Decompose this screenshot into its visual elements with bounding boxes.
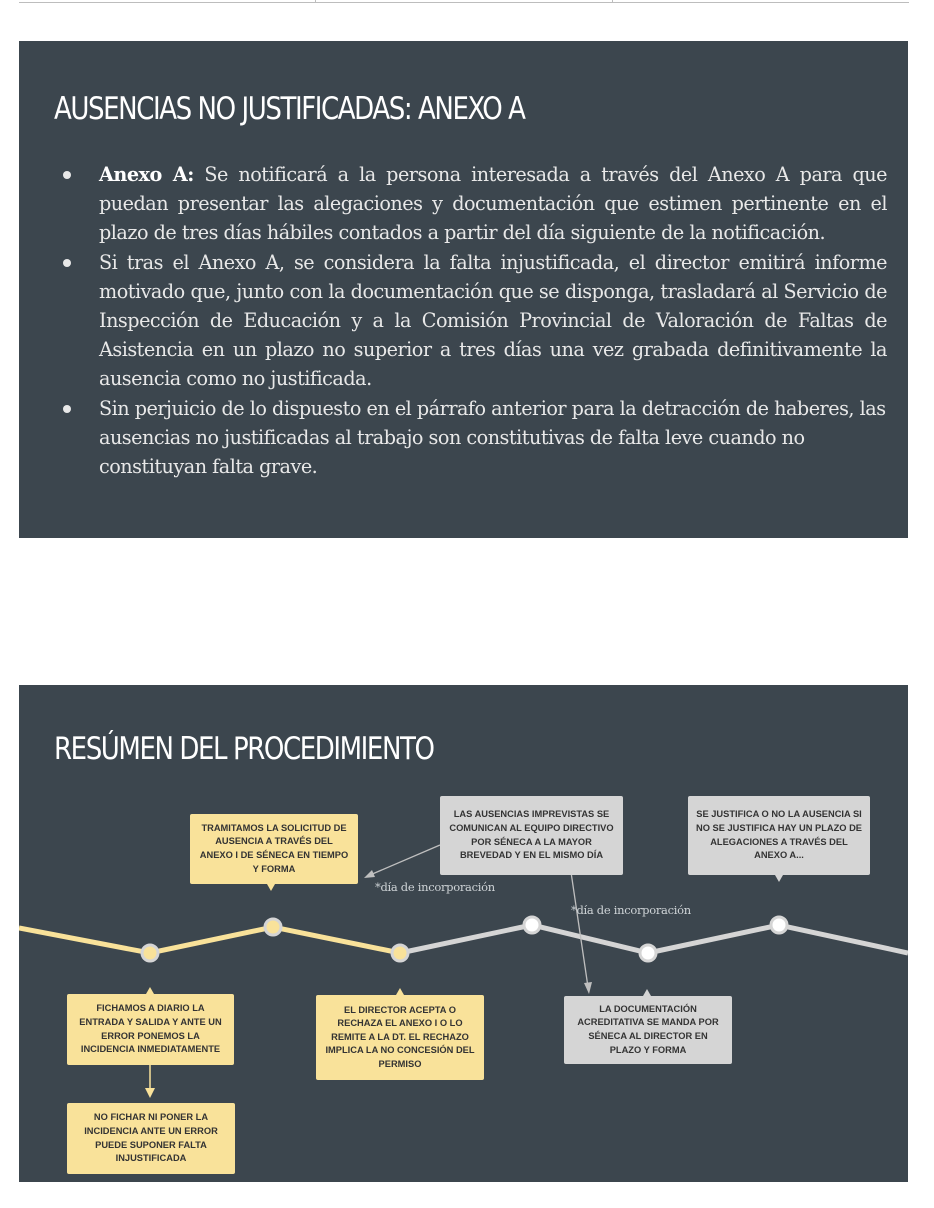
previous-slide-edge	[19, 0, 909, 3]
slide-resumen-procedimiento	[19, 685, 908, 1182]
box-nofichar: NO FICHAR NI PONER LA INCIDENCIA ANTE UN ERROR PUEDE SUPONER FALTA INJUSTIFICADA	[67, 1103, 235, 1174]
pointer-documentacion	[643, 989, 651, 996]
bullet-item	[59, 248, 887, 394]
slide-title: RESÚMEN DEL PROCEDIMIENTO	[54, 731, 434, 767]
box-documentacion: LA DOCUMENTACIÓN ACREDITATIVA SE MANDA POR SÉNECA AL DIRECTOR EN PLAZO Y FORMA	[564, 996, 732, 1064]
timeline-line-yellow	[19, 927, 400, 953]
slide-title: AUSENCIAS NO JUSTIFICADAS: ANEXO A	[54, 91, 525, 127]
arrowhead	[584, 982, 592, 994]
bullet-item	[59, 160, 887, 248]
bullet-text: Sin perjuicio de lo dispuesto en el párrafo anterior para la detracción de haberes, las ausencias no justificadas al trabajo son constitutivas de falta leve cuando no constituyan falta grave.	[99, 396, 886, 479]
timeline-node	[524, 917, 540, 933]
note-incorporacion: *día de incorporación	[571, 903, 691, 917]
pointer-tramitamos	[267, 884, 275, 891]
bullet-text: Se notificará a la persona interesada a través del Anexo A para que puedan presentar las alegaciones y documentación que estimen pertinente en el plazo de tres días hábiles contados a partir del día siguiente de la notificación.	[99, 163, 887, 245]
box-director: EL DIRECTOR ACEPTA O RECHAZA EL ANEXO I O LO REMITE A LA DT. EL RECHAZO IMPLICA LA NO CONCESIÓN DEL PERMISO	[316, 995, 484, 1080]
pointer-fichamos	[146, 987, 154, 994]
box-imprevistas: LAS AUSENCIAS IMPREVISTAS SE COMUNICAN AL EQUIPO DIRECTIVO POR SÉNECA A LA MAYOR BREVEDAD Y EN EL MISMO DÍA	[440, 796, 623, 875]
timeline-node	[142, 945, 158, 961]
box-tramitamos: TRAMITAMOS LA SOLICITUD DE AUSENCIA A TRAVÉS DEL ANEXO I DE SÉNECA EN TIEMPO Y FORMA	[190, 814, 358, 884]
bullet-text: Si tras el Anexo A, se considera la falta injustificada, el director emitirá informe motivado que, junto con la documentación que se disponga, trasladará al Servicio de Inspección de Educación y a la Comisión Provincial de Valoración de Faltas de Asistencia en un plazo no superior a tres días una vez grabada definitivamente la ausencia como no justificada.	[99, 250, 887, 391]
pointer-justifica	[775, 875, 783, 882]
timeline-node	[265, 919, 281, 935]
pointer-director	[396, 988, 404, 995]
slide-ausencias-anexo-a	[19, 41, 908, 538]
timeline-node	[392, 945, 408, 961]
table-divider	[315, 0, 316, 3]
box-fichamos: FICHAMOS A DIARIO LA ENTRADA Y SALIDA Y ANTE UN ERROR PONEMOS LA INCIDENCIA INMEDIATAMENTE	[67, 994, 234, 1065]
arrowhead	[145, 1088, 155, 1098]
bullet-item	[59, 394, 887, 482]
timeline-node	[640, 945, 656, 961]
table-divider	[612, 0, 613, 3]
box-justifica: SE JUSTIFICA O NO LA AUSENCIA SI NO SE JUSTIFICA HAY UN PLAZO DE ALEGACIONES A TRAVÉS DEL ANEXO A...	[688, 796, 870, 875]
note-incorporacion: *día de incorporación	[375, 880, 495, 894]
bullet-list	[59, 160, 887, 481]
arrowhead	[364, 870, 375, 878]
arrow-to-tramitamos-side	[370, 845, 440, 875]
timeline-node	[771, 917, 787, 933]
bullet-lead: Anexo A:	[99, 163, 194, 186]
